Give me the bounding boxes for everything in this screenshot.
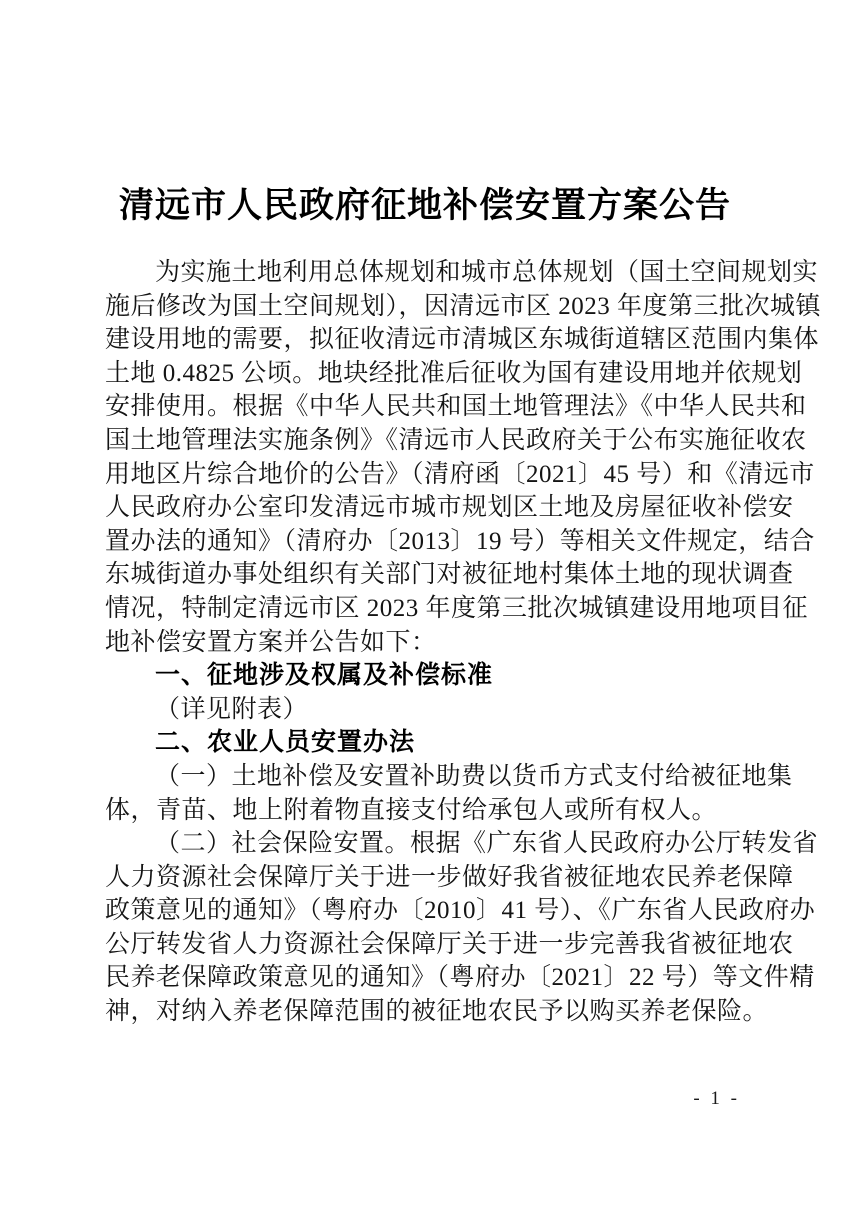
- body-line: 地补偿安置方案并公告如下：: [105, 628, 437, 656]
- body-line: 用地区片综合地价的公告》（清府函〔2021〕45 号）和《清远市: [105, 460, 815, 488]
- body-line: （一）土地补偿及安置补助费以货币方式支付给被征地集: [155, 762, 793, 790]
- body-line: 公厅转发省人力资源社会保障厅关于进一步完善我省被征地农: [105, 930, 794, 958]
- body-line: 国土地管理法实施条例》《清远市人民政府关于公布实施征收农: [105, 426, 807, 454]
- document-title: 清远市人民政府征地补偿安置方案公告: [118, 186, 731, 225]
- section-heading-2: 二、农业人员安置办法: [155, 728, 416, 757]
- body-line: 为实施土地利用总体规划和城市总体规划（国土空间规划实: [155, 259, 819, 286]
- body-line: （二）社会保险安置。根据《广东省人民政府办公厅转发省: [155, 830, 819, 858]
- body-line: 政策意见的通知》（粤府办〔2010〕41 号）、《广东省人民政府办: [105, 897, 816, 925]
- body-line: 施后修改为国土空间规划），因清远市区 2023 年度第三批次城镇: [105, 292, 822, 320]
- body-line: 体，青苗、地上附着物直接支付给承包人或所有权人。: [105, 796, 718, 824]
- body-line: 人民政府办公室印发清远市城市规划区土地及房屋征收补偿安: [105, 494, 794, 522]
- page-number: - 1 -: [693, 1088, 740, 1109]
- body-line: 建设用地的需要，拟征收清远市清城区东城街道辖区范围内集体: [105, 326, 820, 354]
- body-line: 人力资源社会保障厅关于进一步做好我省被征地农民养老保障: [105, 863, 794, 891]
- body-line: 土地 0.4825 公顷。地块经批准后征收为国有建设用地并依规划: [105, 359, 803, 387]
- body-line: 神，对纳入养老保障范围的被征地农民予以购买养老保险。: [105, 998, 769, 1026]
- body-line: 东城街道办事处组织有关部门对被征地村集体土地的现状调查: [105, 561, 794, 589]
- document-body: [105, 256, 822, 1029]
- body-line: 置办法的通知》（清府办〔2013〕19 号）等相关文件规定，结合: [105, 527, 815, 555]
- body-line: 安排使用。根据《中华人民共和国土地管理法》《中华人民共和: [105, 393, 807, 421]
- section-heading-1: 一、征地涉及权属及补偿标准: [155, 661, 494, 690]
- body-line: 民养老保障政策意见的通知》（粤府办〔2021〕22 号）等文件精: [105, 964, 815, 992]
- body-line: 情况，特制定清远市区 2023 年度第三批次城镇建设用地项目征: [105, 594, 809, 622]
- body-line: （详见附表）: [155, 695, 309, 723]
